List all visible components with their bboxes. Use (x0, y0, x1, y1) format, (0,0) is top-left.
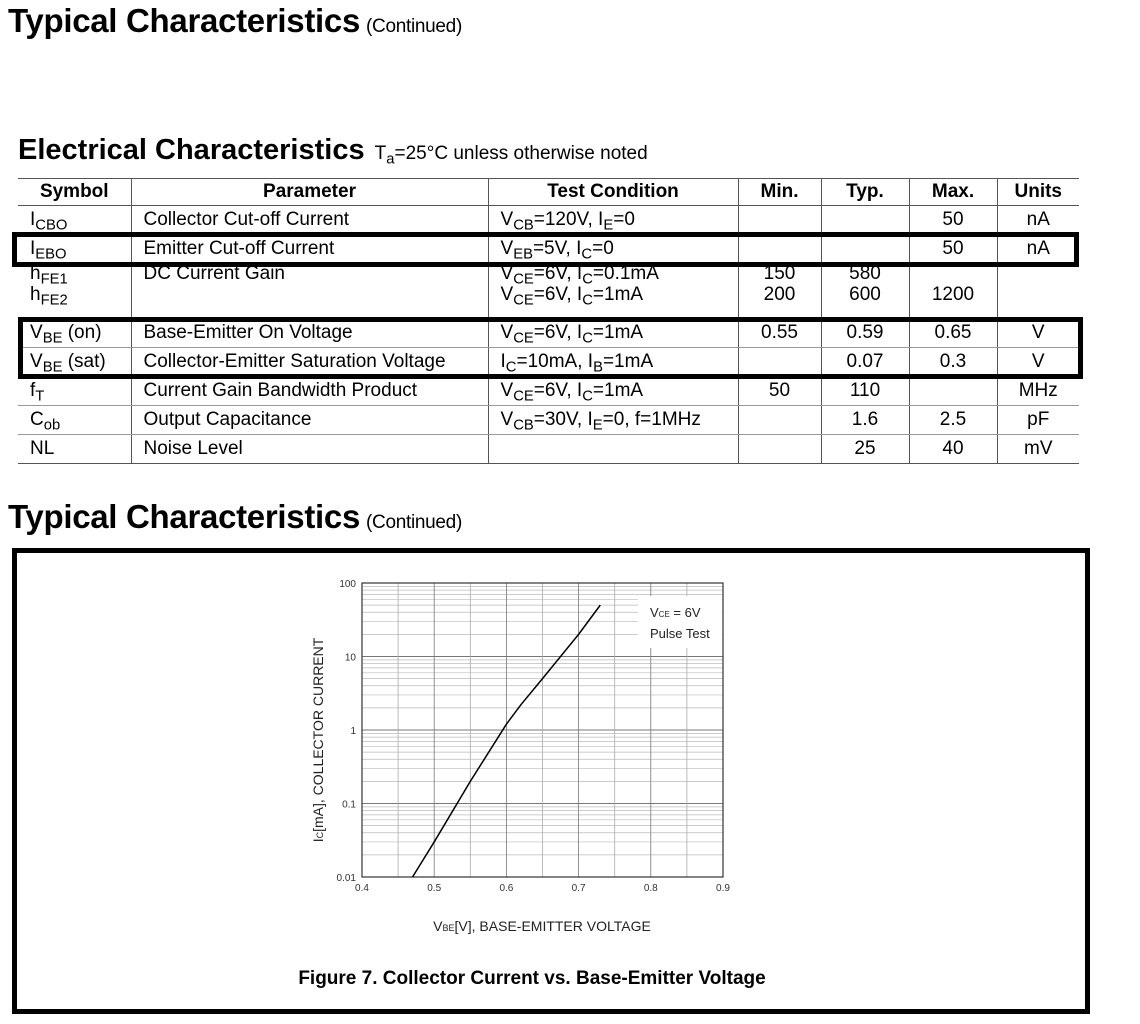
table-cell: Current Gain Bandwidth Product (131, 377, 488, 406)
x-tick-label: 0.4 (355, 883, 369, 894)
table-cell: $I_{CBO}$ (18, 206, 131, 235)
table-cell: nA (997, 235, 1079, 264)
table-cell: 2.5 (909, 406, 997, 435)
table-cell: Base-Emitter On Voltage (131, 319, 488, 348)
table-cell: nA (997, 206, 1079, 235)
table-cell: Collector Cut-off Current (131, 206, 488, 235)
y-tick-label: 10 (344, 652, 356, 664)
x-tick-label: 0.5 (427, 883, 442, 894)
y-tick-label: 100 (339, 579, 356, 590)
legend-entry: VCE = 6V (650, 605, 701, 620)
table-cell: 0.65 (909, 319, 997, 348)
table-cell: 0.55 (738, 319, 821, 348)
table-cell: 0.3 (909, 348, 997, 377)
table-cell: 580 600 (821, 264, 909, 319)
table-cell: $V_{CB}=30V$, $I_E=0$, f=1MHz (488, 406, 738, 435)
table-cell: 150 200 (738, 264, 821, 319)
y-tick-label: 0.01 (336, 873, 356, 884)
legend-entry: Pulse Test (650, 626, 710, 641)
table-cell: 110 (821, 377, 909, 406)
table-cell: $V_{EB}=5V$, $I_C=0$ (488, 235, 738, 264)
table-cell: 0.07 (821, 348, 909, 377)
figure-caption: Figure 7. Collector Current vs. Base-Emitter Voltage (298, 968, 766, 989)
table-cell: Output Capacitance (131, 406, 488, 435)
x-tick-label: 0.6 (499, 883, 514, 894)
table-cell: $V_{BE}$ (on) (18, 319, 131, 348)
table-cell: 25 (821, 435, 909, 464)
table-cell: V (997, 348, 1079, 377)
table-cell: DC Current Gain (131, 264, 488, 319)
table-cell: 1.6 (821, 406, 909, 435)
table-cell: Emitter Cut-off Current (131, 235, 488, 264)
table-cell: $C_{ob}$ (18, 406, 131, 435)
x-axis-label: VBE[V], BASE-EMITTER VOLTAGE (433, 918, 651, 934)
table-cell: Noise Level (131, 435, 488, 464)
table-cell: $h_{FE1}$ $h_{FE2}$ (18, 264, 131, 319)
column-header: Units (997, 179, 1079, 206)
table-cell: $I_C=10mA$, $I_B=1mA$ (488, 348, 738, 377)
table-cell: 40 (909, 435, 997, 464)
table-cell: mV (997, 435, 1079, 464)
table-cell: 50 (738, 377, 821, 406)
column-header: Symbol (18, 179, 131, 206)
x-tick-label: 0.8 (643, 883, 658, 894)
section-heading-2: Typical Characteristics (Continued) (8, 498, 462, 535)
electrical-characteristics-title: Electrical Characteristics $T_a=25^\circ C$ unless otherwise noted (18, 134, 648, 168)
table-cell: 50 (909, 206, 997, 235)
table-cell: NL (18, 435, 131, 464)
y-tick-label: 0.1 (342, 799, 356, 811)
table-cell: $V_{CE}=6V$, $I_C=1mA$ (488, 319, 738, 348)
table-cell: V (997, 319, 1079, 348)
table-cell: MHz (997, 377, 1079, 406)
column-header: Min. (738, 179, 821, 206)
y-axis-label: IC[mA], COLLECTOR CURRENT (310, 637, 326, 843)
table-cell: 1200 (909, 264, 997, 319)
column-header: Typ. (821, 179, 909, 206)
table-cell: 0.59 (821, 319, 909, 348)
table-cell: pF (997, 406, 1079, 435)
table-cell: 50 (909, 235, 997, 264)
x-tick-label: 0.7 (571, 883, 586, 894)
table-cell: Collector-Emitter Saturation Voltage (131, 348, 488, 377)
section-heading: Typical Characteristics (Continued) (8, 2, 462, 39)
y-tick-label: 1 (350, 726, 356, 737)
table-cell: $V_{CE}=6V$, $I_C=1mA$ (488, 377, 738, 406)
table-cell: $I_{EBO}$ (18, 235, 131, 264)
column-header: Parameter (131, 179, 488, 206)
table-cell: $V_{BE}$ (sat) (18, 348, 131, 377)
x-tick-label: 0.9 (716, 883, 730, 894)
column-header: Max. (909, 179, 997, 206)
table-cell: $V_{CB}=120V$, $I_E=0$ (488, 206, 738, 235)
column-header: Test Condition (488, 179, 738, 206)
table-cell: $V_{CE}=6V$, $I_C=0.1mA$ $V_{CE}=6V$, $I_C=1mA$ (488, 264, 738, 319)
table-cell: $f_T$ (18, 377, 131, 406)
